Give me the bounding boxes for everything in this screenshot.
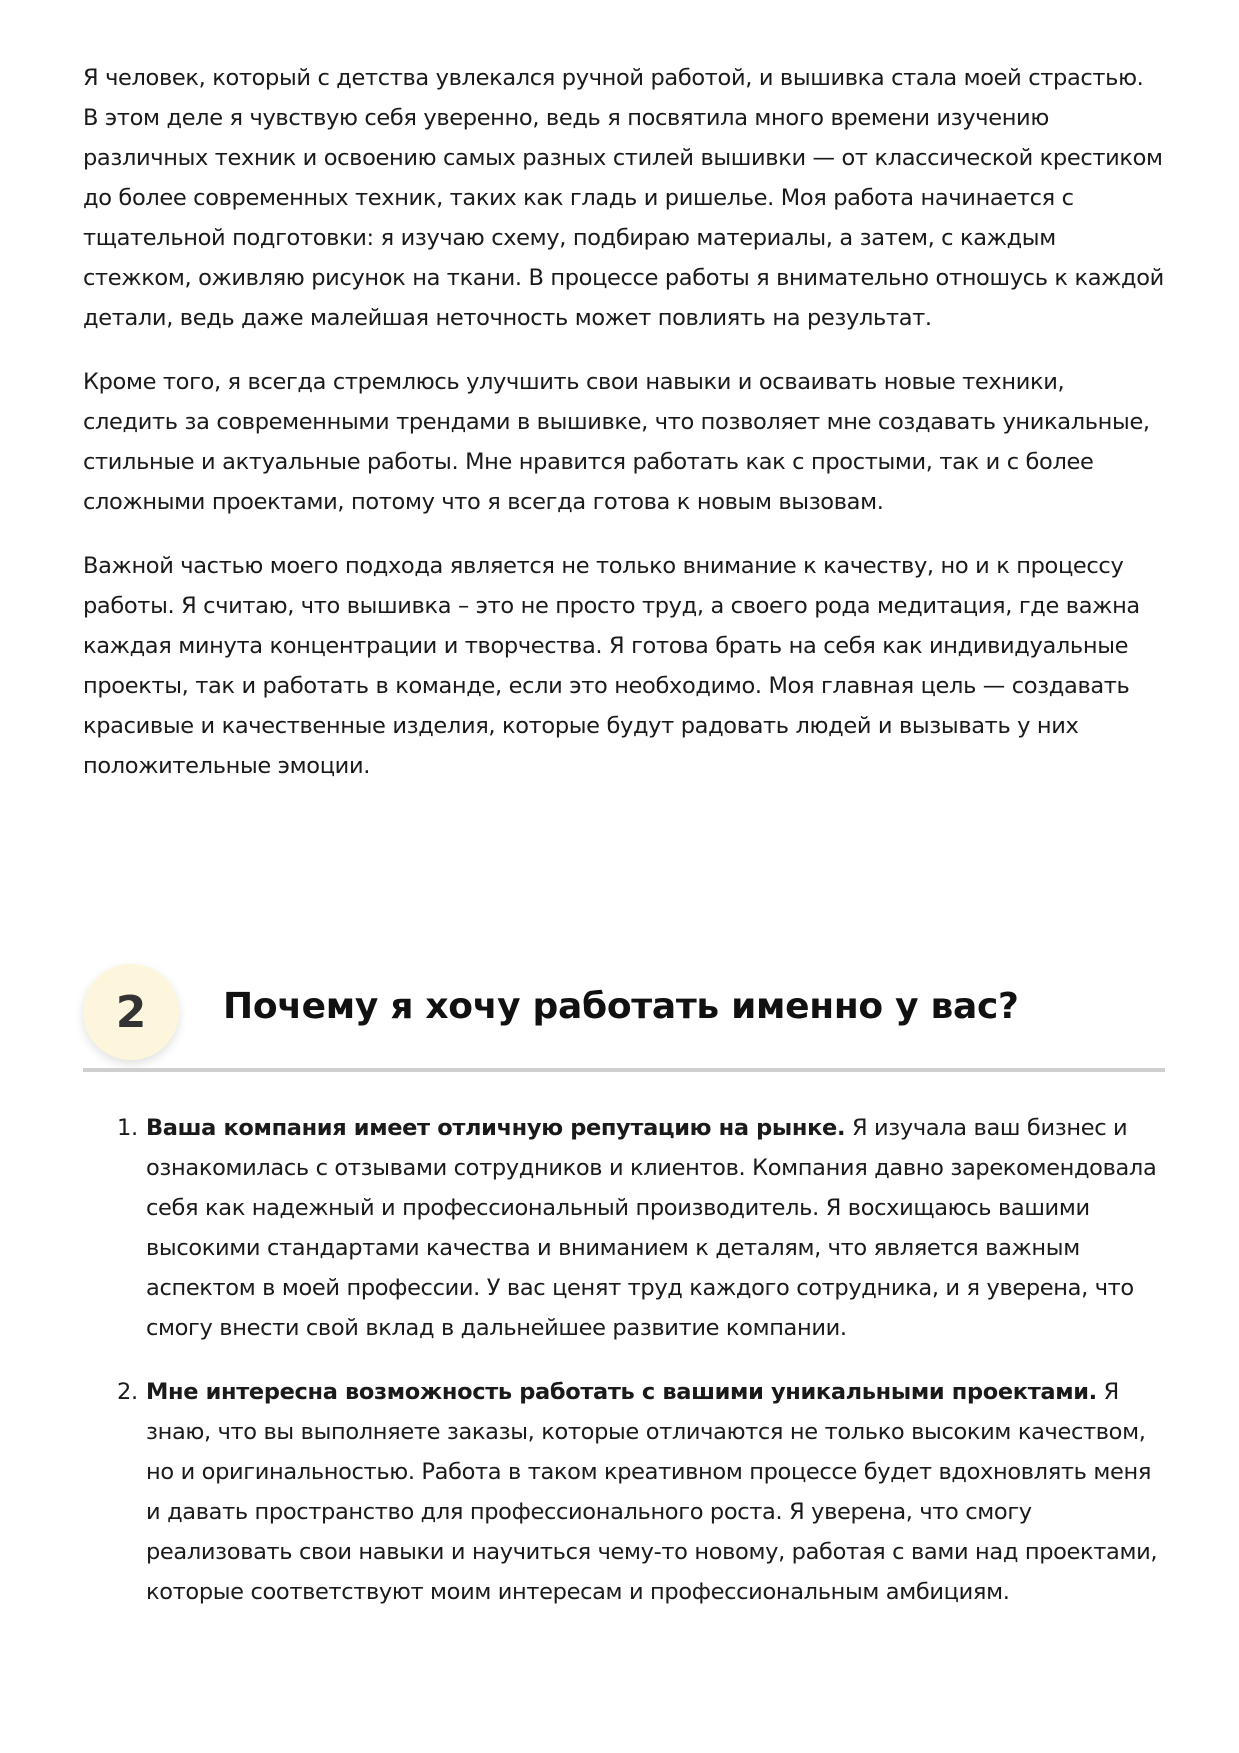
reasons-list <box>83 1108 1165 1636</box>
section-header <box>83 964 1165 1076</box>
list-item-lead: Мне интересна возможность работать с вашими уникальными проектами. <box>146 1379 1097 1405</box>
section-divider <box>83 1068 1165 1072</box>
document-page <box>83 0 1165 810</box>
list-item-text: Я изучала ваш бизнес и ознакомилась с отзывами сотрудников и клиентов. Компания давно зарекомендовала себя как надежный и профессиональный производитель. Я восхищаюсь вашими высокими стандартами качества и вниманием к деталям, что является важным аспектом в моей профессии. У вас ценят труд каждого сотрудника, и я уверена, что смогу внести свой вклад в дальнейшее развитие компании. <box>146 1115 1157 1341</box>
intro-paragraph: Кроме того, я всегда стремлюсь улучшить свои навыки и осваивать новые техники, следить за современными трендами в вышивке, что позволяет мне создавать уникальные, стильные и актуальные работы. Мне нравится работать как с простыми, так и с более сложными проектами, потому что я всегда готова к новым вызовам. <box>83 369 1150 515</box>
list-item <box>83 1372 1165 1612</box>
list-item-text: Я знаю, что вы выполняете заказы, которые отличаются не только высоким качеством, но и оригинальностью. Работа в таком креативном процессе будет вдохновлять меня и давать пространство для профессионального роста. Я уверена, что смогу реализовать свои навыки и научиться чему-то новому, работая с вами над проектами, которые соответствуют моим интересам и профессиональным амбициям. <box>146 1379 1158 1605</box>
intro-paragraph: Я человек, который с детства увлекался ручной работой, и вышивка стала моей страстью. В этом деле я чувствую себя уверенно, ведь я посвятила много времени изучению различных техник и освоению самых разных стилей вышивки — от классической крестиком до более современных техник, таких как гладь и ришелье. Моя работа начинается с тщательной подготовки: я изучаю схему, подбираю материалы, а затем, с каждым стежком, оживляю рисунок на ткани. В процессе работы я внимательно отношусь к каждой детали, ведь даже малейшая неточность может повлиять на результат. <box>83 65 1164 331</box>
section-number-badge: 2 <box>83 964 179 1060</box>
list-item-number: 2. <box>117 1379 138 1405</box>
list-item-lead: Ваша компания имеет отличную репутацию на рынке. <box>146 1115 846 1141</box>
section-title: Почему я хочу работать именно у вас? <box>223 986 1019 1027</box>
list-item <box>83 1108 1165 1348</box>
intro-section <box>83 58 1165 786</box>
intro-paragraph: Важной частью моего подхода является не только внимание к качеству, но и к процессу работы. Я считаю, что вышивка – это не просто труд, а своего рода медитация, где важна каждая минута концентрации и творчества. Я готова брать на себя как индивидуальные проекты, так и работать в команде, если это необходимо. Моя главная цель — создавать красивые и качественные изделия, которые будут радовать людей и вызывать у них положительные эмоции. <box>83 553 1140 779</box>
list-item-number: 1. <box>117 1115 138 1141</box>
